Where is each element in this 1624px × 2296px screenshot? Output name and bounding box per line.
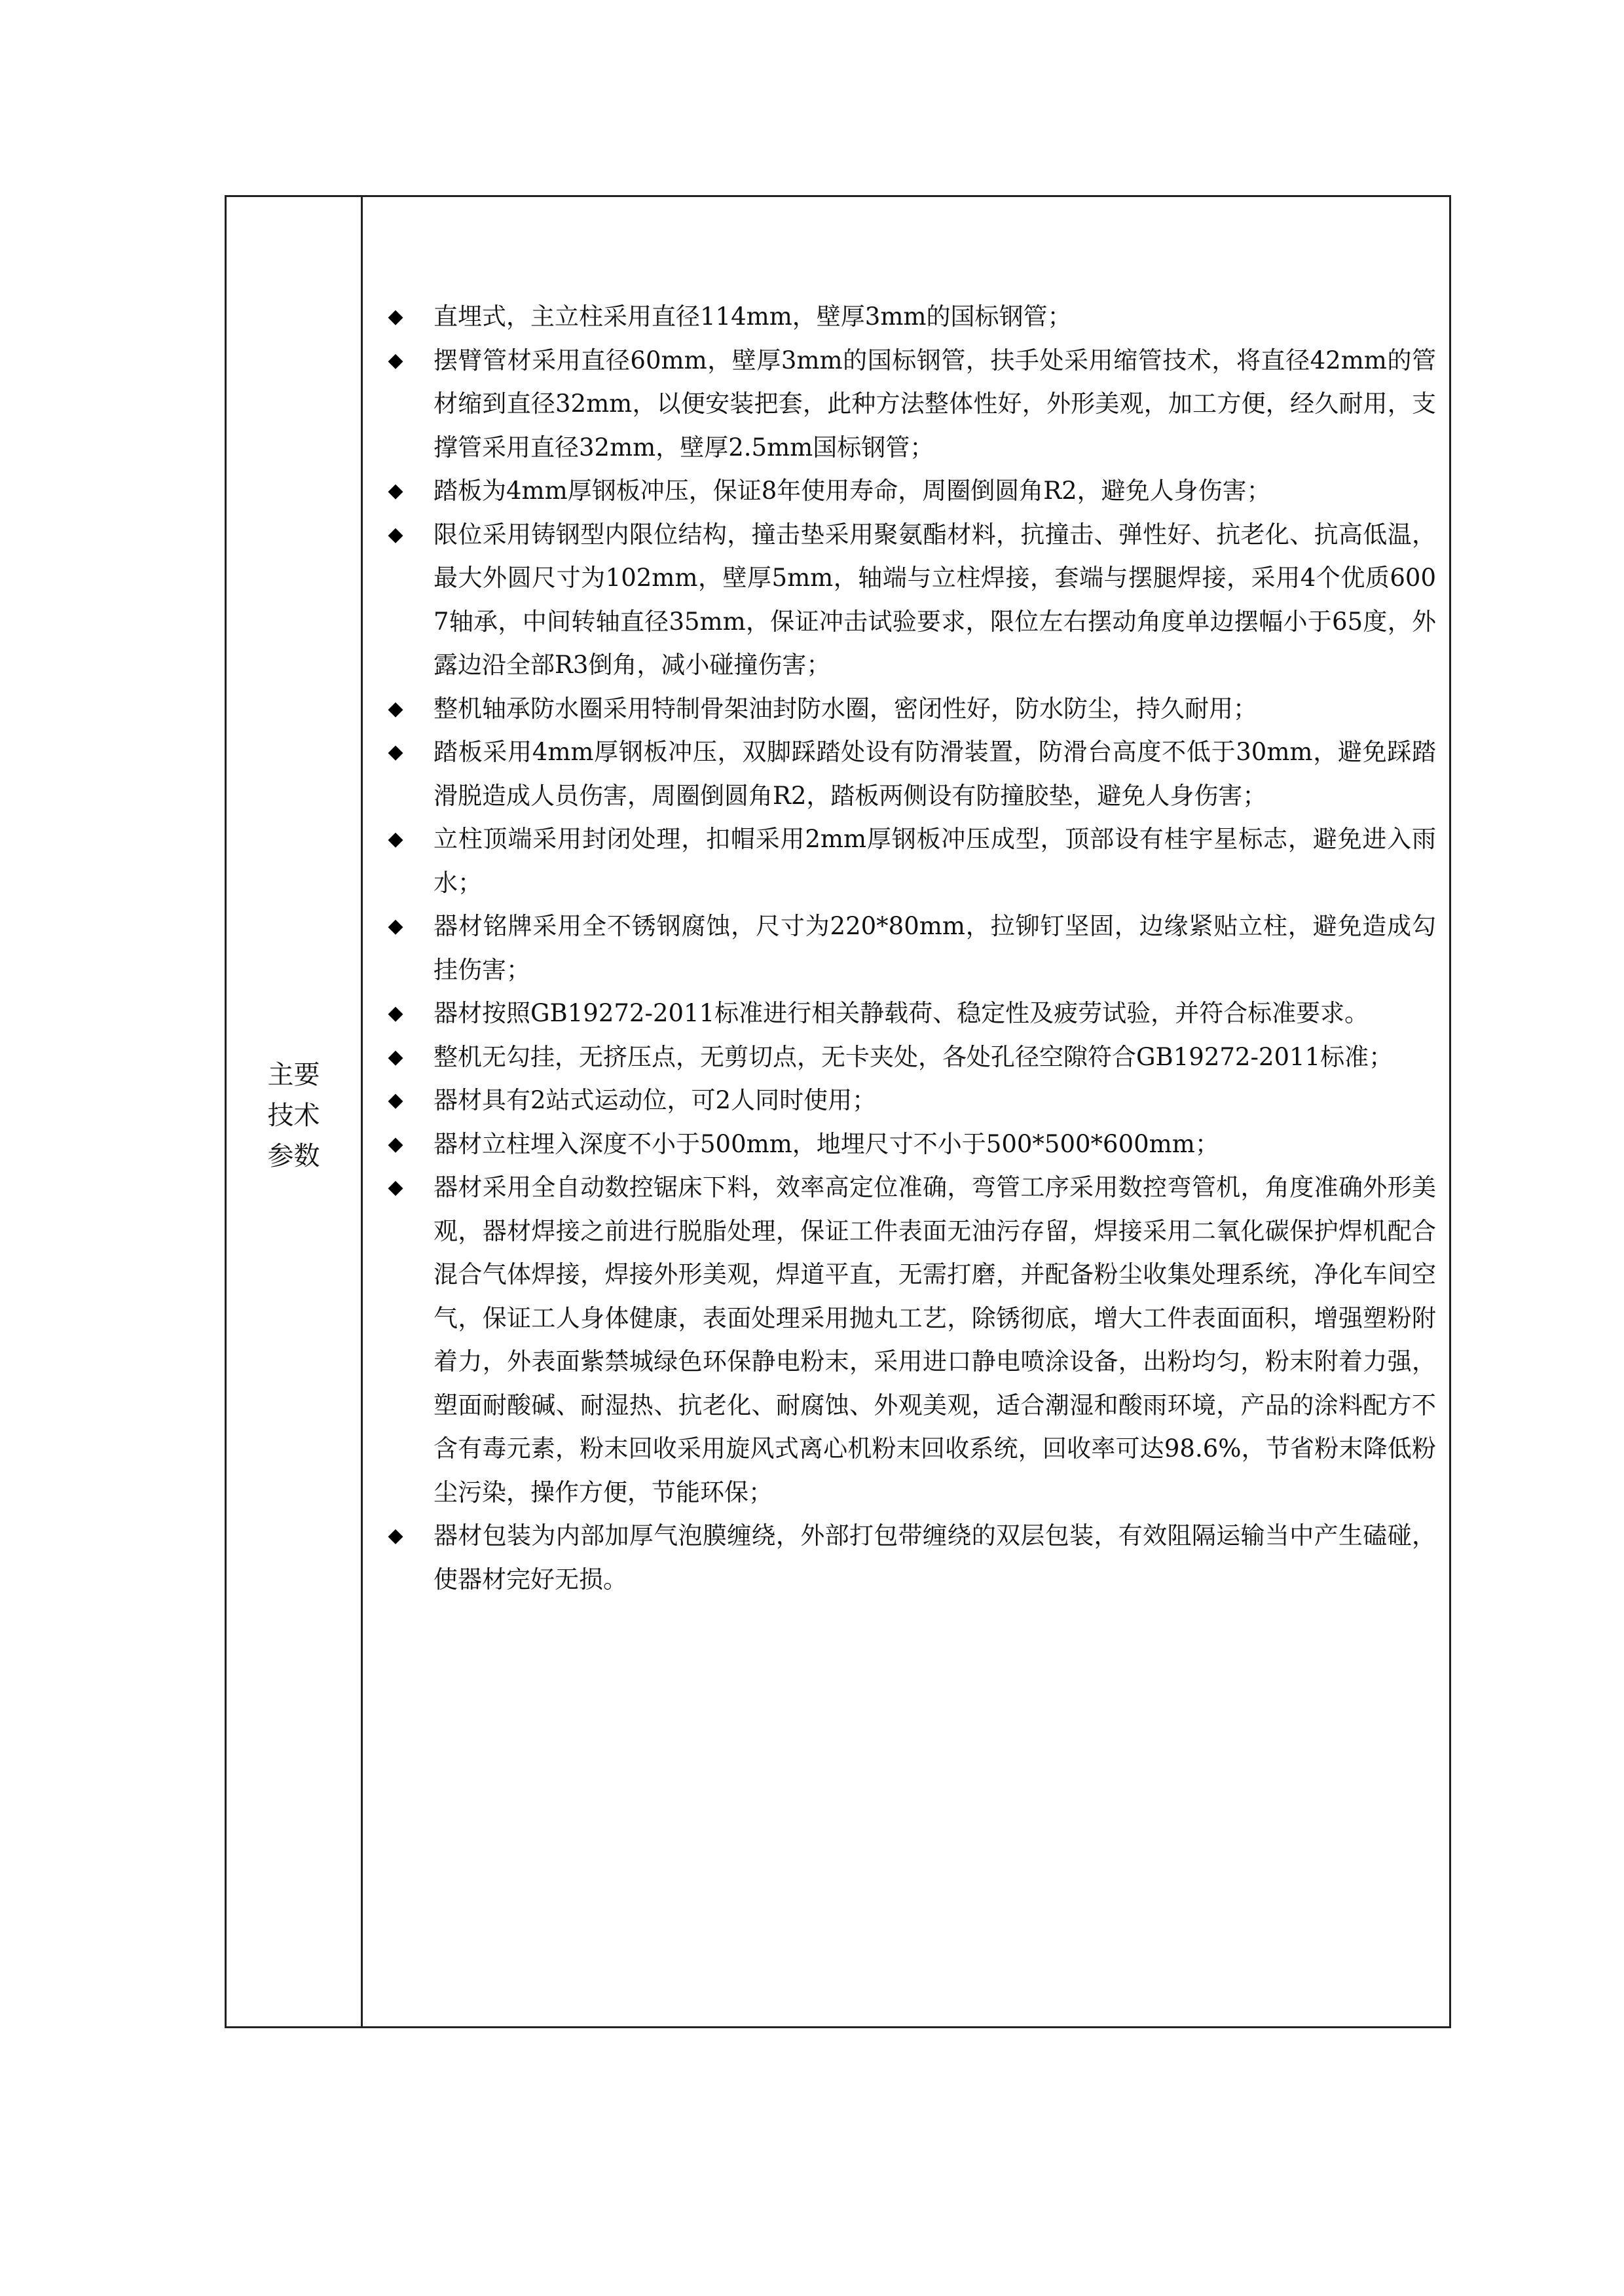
spec-table	[225, 195, 1451, 2028]
spec-item	[376, 1514, 1436, 1601]
diamond-bullet-icon: ◆	[388, 1002, 403, 1025]
spec-item	[376, 1079, 1436, 1123]
spec-item	[376, 469, 1436, 513]
spec-item	[376, 1166, 1436, 1514]
spec-item-text: 摆臂管材采用直径60mm，壁厚3mm的国标钢管，扶手处采用缩管技术，将直径42mm的管材缩到直径32mm，以便安装把套，此种方法整体性好，外形美观，加工方便，经久耐用，支撑管采用直径32mm，壁厚2.5mm国标钢管；	[434, 346, 1436, 462]
diamond-bullet-icon: ◆	[388, 479, 403, 502]
content-cell	[363, 197, 1449, 2026]
spec-item-text: 器材按照GB19272-2011标准进行相关静载荷、稳定性及疲劳试验，并符合标准要求。	[434, 999, 1369, 1027]
spec-item-text: 踏板采用4mm厚钢板冲压，双脚踩踏处设有防滑装置，防滑台高度不低于30mm，避免踩踏滑脱造成人员伤害，周圈倒圆角R2，踏板两侧设有防撞胶垫，避免人身伤害；	[434, 738, 1436, 810]
spec-item	[376, 513, 1436, 687]
spec-item	[376, 1123, 1436, 1167]
spec-item-text: 器材具有2站式运动位，可2人同时使用；	[434, 1086, 877, 1114]
spec-item	[376, 339, 1436, 470]
diamond-bullet-icon: ◆	[388, 828, 403, 850]
spec-item-text: 器材立柱埋入深度不小于500mm，地埋尺寸不小于500*500*600mm；	[434, 1129, 1219, 1158]
spec-item-text: 直埋式，主立柱采用直径114mm，壁厚3mm的国标钢管；	[434, 302, 1072, 331]
diamond-bullet-icon: ◆	[388, 697, 403, 720]
spec-item	[376, 731, 1436, 818]
diamond-bullet-icon: ◆	[388, 915, 403, 938]
spec-item-text: 整机轴承防水圈采用特制骨架油封防水圈，密闭性好，防水防尘，持久耐用；	[434, 694, 1257, 723]
spec-item	[376, 295, 1436, 339]
spec-item-text: 踏板为4mm厚钢板冲压，保证8年使用寿命，周圈倒圆角R2，避免人身伤害；	[434, 477, 1271, 505]
diamond-bullet-icon: ◆	[388, 1045, 403, 1068]
diamond-bullet-icon: ◆	[388, 305, 403, 328]
spec-item-text: 器材包装为内部加厚气泡膜缠绕，外部打包带缠绕的双层包装，有效阻隔运输当中产生磕碰，使器材完好无损。	[434, 1522, 1436, 1594]
spec-item	[376, 905, 1436, 992]
spec-item-text: 器材采用全自动数控锯床下料，效率高定位准确，弯管工序采用数控弯管机，角度准确外形美观，器材焊接之前进行脱脂处理，保证工件表面无油污存留，焊接采用二氧化碳保护焊机配合混合气体焊接，焊接外形美观，焊道平直，无需打磨，并配备粉尘收集处理系统，净化车间空气，保证工人身体健康，表面处理采用抛丸工艺，除锈彻底，增大工件表面面积，增强塑粉附着力，外表面紫禁城绿色环保静电粉末，采用进口静电喷涂设备，出粉均匀，粉末附着力强，塑面耐酸碱、耐湿热、抗老化、耐腐蚀、外观美观，适合潮湿和酸雨环境，产品的涂料配方不含有毒元素，粉末回收采用旋风式离心机粉末回收系统，回收率可达98.6%，节省粉末降低粉尘污染，操作方便，节能环保；	[434, 1173, 1436, 1506]
diamond-bullet-icon: ◆	[388, 1524, 403, 1547]
label-cell	[227, 197, 363, 2026]
row-label: 主要 技术 参数	[267, 1060, 320, 1171]
diamond-bullet-icon: ◆	[388, 522, 403, 546]
spec-item	[376, 1036, 1436, 1080]
spec-item	[376, 992, 1436, 1036]
diamond-bullet-icon: ◆	[388, 348, 403, 372]
spec-item-text: 立柱顶端采用封闭处理，扣帽采用2mm厚钢板冲压成型，顶部设有桂宇星标志，避免进入雨水；	[434, 825, 1436, 897]
diamond-bullet-icon: ◆	[388, 1089, 403, 1112]
spec-item	[376, 687, 1436, 731]
spec-item-text: 器材铭牌采用全不锈钢腐蚀，尺寸为220*80mm，拉铆钉坚固，边缘紧贴立柱，避免造成勾挂伤害；	[434, 912, 1436, 984]
diamond-bullet-icon: ◆	[388, 1176, 403, 1199]
diamond-bullet-icon: ◆	[388, 1132, 403, 1156]
spec-item-text: 限位采用铸钢型内限位结构，撞击垫采用聚氨酯材料，抗撞击、弹性好、抗老化、抗高低温，最大外圆尺寸为102mm，壁厚5mm，轴端与立柱焊接，套端与摆腿焊接，采用4个优质6007轴承，中间转轴直径35mm，保证冲击试验要求，限位左右摆动角度单边摆幅小于65度，外露边沿全部R3倒角，减小碰撞伤害；	[434, 520, 1436, 679]
diamond-bullet-icon: ◆	[388, 740, 403, 763]
spec-list	[376, 295, 1436, 1601]
spec-item	[376, 818, 1436, 905]
spec-item-text: 整机无勾挂，无挤压点，无剪切点，无卡夹处，各处孔径空隙符合GB19272-2011标准；	[434, 1042, 1393, 1071]
